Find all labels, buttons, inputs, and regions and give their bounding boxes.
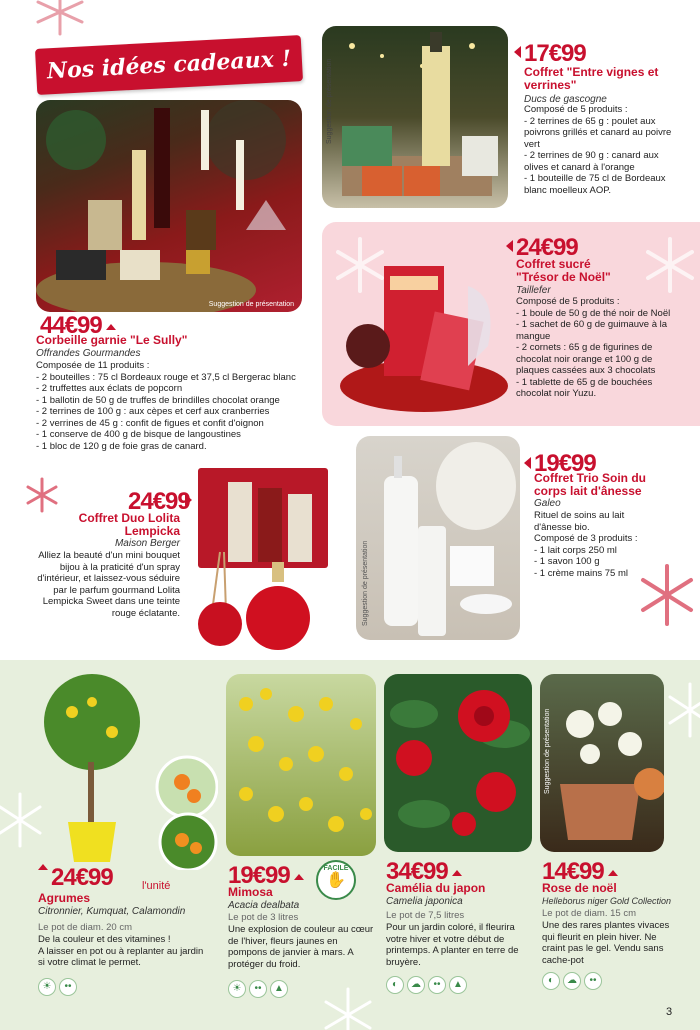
suggestion-label: Suggestion de présentation — [326, 58, 333, 144]
trio-brand: Galeo — [534, 498, 561, 509]
mimosa-care-icons — [228, 978, 291, 998]
arrow-icon — [506, 240, 513, 252]
vignes-photo — [322, 26, 508, 208]
arrow-icon — [452, 870, 462, 876]
hand-icon: ✋ — [326, 872, 346, 889]
facile-label: FACILE — [323, 865, 349, 872]
price-value: 24€99 — [51, 864, 113, 891]
camelia-photo — [384, 674, 532, 852]
desc-line: Pour un jardin coloré, il fleurira votre hiver et votre début de printemps. A planter en terre de bruyère. — [386, 922, 519, 968]
desc-line: - 1 boule de 50 g de thé noir de Noël — [516, 307, 671, 319]
mimosa-title: Mimosa — [228, 885, 273, 899]
desc-line: Composé de 3 produits : — [534, 533, 638, 544]
desc-line: Composée de 11 produits : — [36, 360, 150, 371]
sucre-price: 24€99 — [516, 234, 578, 261]
mimosa-brand: Acacia dealbata — [228, 900, 300, 911]
vignes-brand: Ducs de gascogne — [524, 94, 607, 105]
price-value: 14€99 — [542, 858, 604, 885]
camelia-pot: Le pot de 7,5 litres — [386, 910, 465, 921]
page-title: Nos idées cadeaux ! — [46, 45, 292, 85]
mimosa-desc — [228, 924, 378, 970]
trio-title: Coffret Trio Soin du corps lait d'ânesse — [534, 471, 646, 498]
arrow-icon — [524, 457, 531, 469]
price-value: 44€99 — [40, 312, 102, 339]
desc-line: - 2 terrines de 90 g : canard aux olives et canard à l'orange — [524, 150, 659, 173]
snowflake-icon — [22, 475, 62, 515]
snowflake-icon — [30, 0, 90, 36]
agrumes-brand: Citronnier, Kumquat, Calamondin — [38, 906, 186, 917]
frost-icon: ▲ — [449, 976, 467, 994]
desc-line: - 1 bouteille de 75 cl de Bordeaux blanc moelleux AOP. — [524, 173, 666, 196]
camelia-desc — [386, 922, 532, 968]
mimosa-photo — [226, 674, 376, 856]
wine-box-image — [322, 26, 508, 208]
desc-line: - 1 conserve de 400 g de bisque de langoustines — [36, 429, 241, 440]
sully-photo — [36, 100, 302, 312]
desc-line: Une des rares plantes vivaces qui fleurit en plein hiver. Ne craint pas le gel. Vendu sans cache-pot — [542, 920, 670, 966]
rose-brand: Helleborus niger Gold Collection — [542, 896, 672, 906]
citrus-tree-image — [22, 672, 218, 870]
sucre-desc — [516, 296, 686, 400]
lolita-title: Coffret Duo Lolita Lempicka — [78, 511, 180, 538]
agrumes-care-icons — [38, 976, 80, 996]
agrumes-desc — [38, 934, 208, 969]
vignes-desc — [524, 104, 674, 196]
sully-desc — [36, 360, 316, 452]
hellebore-image — [540, 674, 664, 852]
snowflake-icon — [318, 985, 378, 1030]
camelia-brand: Camelia japonica — [386, 896, 463, 907]
price-value: 24€99 — [128, 488, 190, 515]
sucre-brand: Taillefer — [516, 285, 551, 296]
rose-care-icons — [542, 970, 605, 990]
body-care-image — [356, 436, 520, 640]
sun-icon: ☀ — [38, 978, 56, 996]
agrumes-price — [38, 864, 113, 892]
water-icon: •• — [59, 978, 77, 996]
desc-line: - 1 lait corps 250 ml — [534, 544, 617, 556]
price-value: 19€99 — [228, 862, 290, 889]
sully-title: Corbeille garnie "Le Sully" — [36, 333, 188, 347]
water-icon: •• — [249, 980, 267, 998]
arrow-icon — [514, 46, 521, 58]
desc-line: Rituel de soins au lait d'ânesse bio. — [534, 510, 625, 533]
trio-photo — [356, 436, 520, 640]
suggestion-label: Suggestion de présentation — [362, 540, 369, 626]
sucre-photo — [338, 246, 510, 416]
perfume-set-image — [192, 462, 338, 652]
sweet-basket-image — [338, 246, 510, 416]
gift-basket-image — [36, 100, 302, 312]
mimosa-pot: Le pot de 3 litres — [228, 912, 299, 923]
agrumes-pot: Le pot de diam. 20 cm — [38, 922, 132, 933]
header-banner — [35, 35, 303, 95]
arrow-icon — [185, 494, 192, 506]
desc-line: - 2 terrines de 65 g : poulet aux poivrons grillés et canard au poivre vert — [524, 115, 672, 150]
mimosa-image — [226, 674, 376, 856]
snowflake-icon — [640, 235, 700, 295]
desc-line: - 1 savon 100 g — [534, 556, 600, 567]
vignes-title: Coffret "Entre vignes et verrines" — [524, 65, 659, 92]
desc-line: - 2 verrines de 45 g : confit de figues et confit d'oignon — [36, 417, 264, 429]
sully-brand: Offrandes Gourmandes — [36, 348, 141, 359]
desc-line: - 1 tablette de 65 g de bouchées chocolat noir Yuzu. — [516, 376, 653, 399]
desc-line: Composé de 5 produits : — [524, 104, 628, 115]
desc-line: - 1 sachet de 60 g de guimauve à la mangue — [516, 319, 668, 342]
vignes-price: 17€99 — [524, 40, 586, 67]
water-icon: •• — [584, 972, 602, 990]
arrow-icon — [294, 874, 304, 880]
price-value: 34€99 — [386, 858, 448, 885]
desc-line: - 2 terrines de 100 g : aux cèpes et cerf aux cranberries — [36, 406, 270, 417]
frost-icon: ▲ — [270, 980, 288, 998]
water-icon: •• — [428, 976, 446, 994]
facile-badge — [316, 860, 356, 900]
trio-price: 19€99 — [534, 450, 596, 477]
desc-line: - 1 crème mains 75 ml — [534, 567, 628, 579]
suggestion-label: Suggestion de présentation — [208, 301, 294, 308]
desc-line: De la couleur et des vitamines ! — [38, 934, 171, 945]
desc-line: Composé de 5 produits : — [516, 296, 620, 307]
desc-line: - 1 ballotin de 50 g de truffes de brindilles chocolat orange — [36, 394, 280, 406]
camelia-title: Camélia du japon — [386, 881, 486, 895]
shade-icon: ☁ — [563, 972, 581, 990]
arrow-icon — [106, 324, 116, 330]
arrow-icon — [608, 870, 618, 876]
agrumes-unit: l'unité — [142, 880, 171, 892]
desc-line: Une explosion de couleur au cœur de l'hiver, fleurs jaunes en pompons de janvier à mars. A protéger du froid. — [228, 924, 374, 970]
camellia-image — [384, 674, 532, 852]
desc-line: - 2 cornets : 65 g de figurines de chocolat noir orange et 100 g de plaques cassées aux 3 chocolats — [516, 342, 656, 376]
rose-photo — [540, 674, 664, 852]
desc-line: - 2 bouteilles : 75 cl Bordeaux rouge et 37,5 cl Bergerac blanc — [36, 371, 296, 383]
rose-title: Rose de noël — [542, 881, 617, 895]
agrumes-photo — [22, 672, 218, 870]
snowflake-icon — [660, 680, 700, 740]
desc-line: - 2 truffettes aux éclats de popcorn — [36, 383, 183, 394]
rose-desc — [542, 920, 672, 966]
half-sun-icon: ◐ — [542, 972, 560, 990]
arrow-icon — [38, 864, 48, 870]
desc-line: Alliez la beauté d'un mini bouquet bijou à la praticité d'un spray d'intérieur, et laissez-vous séduire par le parfum gourmand Lolita Lempicka Sweet dans une teinte rouge éclatante. — [37, 550, 180, 619]
suggestion-label: Suggestion de présentation — [544, 708, 551, 794]
agrumes-title: Agrumes — [38, 891, 91, 905]
trio-desc — [534, 510, 654, 579]
desc-line: - 1 bloc de 120 g de foie gras de canard. — [36, 440, 207, 452]
sucre-title: Coffret sucré "Trésor de Noël" — [516, 257, 611, 284]
half-sun-icon: ◐ — [386, 976, 404, 994]
sun-icon: ☀ — [228, 980, 246, 998]
camelia-care-icons — [386, 974, 470, 994]
rose-pot: Le pot de diam. 15 cm — [542, 908, 636, 919]
lolita-photo — [192, 462, 338, 652]
desc-line: A laisser en pot ou à replanter au jardin si votre climat le permet. — [38, 945, 204, 968]
page-number: 3 — [666, 1006, 673, 1018]
shade-icon: ☁ — [407, 976, 425, 994]
lolita-desc — [36, 550, 180, 619]
lolita-brand: Maison Berger — [114, 538, 180, 549]
